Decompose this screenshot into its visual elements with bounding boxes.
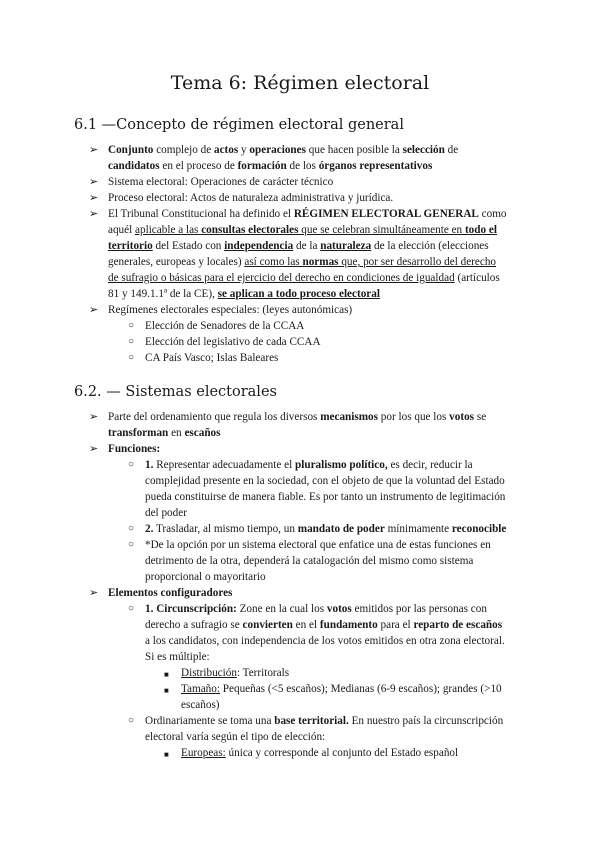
sub-list-item: ○ Ordinariamente se toma una base territorial. En nuestro país la circunscripción electoral varía según el tipo de elección:	[128, 715, 504, 743]
list-item: ➢ Regímenes electorales especiales: (leyes autonómicas)	[89, 304, 353, 316]
text-run: como aquél	[108, 208, 507, 236]
text-run: de la elección (elecciones generales, europeas y locales)	[108, 240, 489, 268]
text-run: de	[444, 144, 459, 156]
text-run: RÉGIMEN ELECTORAL GENERAL	[293, 208, 479, 220]
text-run: Parte del ordenamiento que regula los diversos	[108, 411, 321, 423]
text-run: mandato de poder	[297, 523, 385, 535]
text-run: candidatos	[108, 160, 160, 172]
text-run: Ordinariamente se toma una	[145, 715, 275, 727]
text-run: (artículos 81 y 149.1.1ª de la CE),	[108, 272, 500, 300]
sub-list-item: ○ 1. Representar adecuadamente el pluralismo político, es decir, reducir la complejidad presente en la sociedad, con el objeto de que la voluntad del Estado pueda constituirse de manera fiable. Es por tanto un instrumento de legitimación del poder	[128, 459, 506, 519]
text-run: *De la opción por un sistema electoral que enfatice una de estas funciones en detrimento de la otra, dependerá la catalogación del mismo como sistema proporcional o mayoritario	[145, 539, 491, 583]
text-run: mecanismos	[320, 411, 378, 423]
text-run: 1. Circunscripción:	[145, 603, 237, 615]
text-run: en el	[292, 619, 320, 631]
sub-list-item: ○ Elección de Senadores de la CCAA	[128, 320, 305, 332]
text-run: de la	[293, 240, 321, 252]
list-item: ➢ Proceso electoral: Actos de naturaleza administrativa y jurídica.	[89, 192, 394, 204]
sub-sub-list-item: ■ Tamaño: Pequeñas (<5 escaños); Medianas (6-9 escaños); grandes (>10 escaños)	[164, 683, 502, 711]
text-run: base territorial.	[274, 715, 349, 727]
text-run: actos	[213, 144, 239, 156]
text-run: en el proceso de	[159, 160, 238, 172]
section-1-body	[0, 142, 600, 366]
text-run: selección	[402, 144, 445, 156]
text-run: escaños	[184, 427, 221, 439]
text-run: por los que los	[378, 411, 450, 423]
text-run: emitidos por las personas con derecho a sufragio se	[145, 603, 487, 631]
text-run: a los candidatos, con independencia de los votos emitidos en otra zona electoral. Si es múltiple:	[145, 635, 505, 663]
text-run: Proceso electoral: Actos de naturaleza administrativa y jurídica.	[108, 192, 394, 204]
section-2-heading: 6.2. — Sistemas electorales	[74, 384, 277, 400]
text-run: El Tribunal Constitucional ha definido el	[108, 208, 294, 220]
text-run: se aplican a todo proceso electoral	[217, 288, 380, 300]
text-run: Regímenes electorales especiales: (leyes autonómicas)	[108, 304, 353, 316]
sub-list-item: ○ Elección del legislativo de cada CCAA	[128, 336, 321, 348]
text-run: consultas electorales	[201, 224, 299, 236]
list-item: ➢ Elementos configuradores	[89, 587, 233, 599]
list-item: ➢ El Tribunal Constitucional ha definido el RÉGIMEN ELECTORAL GENERAL como aquél aplicable a las consultas electorales que se celebran simultáneamente en todo el territorio del Estado con independencia de la naturaleza de la elección (elecciones generales, europeas y locales) así como las normas que, por ser desarrollo del derecho de sufragio o básicas para el ejercicio del derecho en condiciones de igualdad (artículos 81 y 149.1.1ª de la CE), se aplican a todo proceso electoral	[89, 208, 507, 300]
text-run: mínimamente	[384, 523, 452, 535]
text-run: En nuestro país la circunscripción electoral varía según el tipo de elección:	[145, 715, 504, 743]
text-run: que, por ser desarrollo del derecho de sufragio o básicas para el ejercicio del derecho en condiciones de igualdad	[108, 256, 497, 284]
sub-list-item: ○ *De la opción por un sistema electoral que enfatice una de estas funciones en detrimento de la otra, dependerá la catalogación del mismo como sistema proporcional o mayoritario	[128, 539, 491, 583]
text-run: Conjunto	[108, 144, 154, 156]
text-run: 2.	[145, 523, 154, 535]
list-item: ➢ Sistema electoral: Operaciones de carácter técnico	[89, 176, 334, 188]
text-run: Tamaño:	[181, 683, 220, 695]
text-run: normas	[302, 256, 339, 268]
text-run: complejo de	[153, 144, 214, 156]
text-run: del Estado con	[152, 240, 225, 252]
text-run: reconocible	[451, 523, 507, 535]
text-run: Representar adecuadamente el	[153, 459, 296, 471]
list-item: ➢ Conjunto complejo de actos y operaciones que hacen posible la selección de candidatos en el proceso de formación de los órganos representativos	[89, 144, 459, 172]
list-item: ➢ Funciones:	[89, 443, 161, 455]
text-run: de los	[286, 160, 319, 172]
text-run: formación	[237, 160, 287, 172]
text-run: 1.	[145, 459, 154, 471]
text-run: única y corresponde al conjunto del Estado español	[225, 747, 459, 759]
text-run: se	[474, 411, 487, 423]
sub-sub-list-item: ■ Distribución: Territorals	[164, 667, 290, 679]
sub-list-item: ○ CA País Vasco; Islas Baleares	[128, 352, 279, 364]
text-run: Pequeñas (<5 escaños); Medianas (6-9 escaños); grandes (>10 escaños)	[181, 683, 502, 711]
section-1-heading: 6.1 —Concepto de régimen electoral general	[74, 117, 404, 133]
text-run: aplicable a las	[135, 224, 202, 236]
text-run: en	[168, 427, 185, 439]
text-run: naturaleza	[320, 240, 372, 252]
sub-list-item: ○ 2. Trasladar, al mismo tiempo, un mandato de poder mínimamente reconocible	[128, 523, 507, 535]
text-run: y	[238, 144, 250, 156]
text-run: : Territorals	[236, 667, 290, 679]
text-run: todo el territorio	[108, 224, 497, 252]
page-title: Tema 6: Régimen electoral	[170, 72, 430, 94]
list-item: ➢ Parte del ordenamiento que regula los diversos mecanismos por los que los votos se transforman en escaños	[89, 411, 487, 439]
text-run: Europeas:	[181, 747, 226, 759]
text-run: que hacen posible la	[305, 144, 403, 156]
text-run: fundamento	[319, 619, 378, 631]
text-run: votos	[449, 411, 475, 423]
text-run: Distribución	[181, 667, 237, 679]
text-run: es decir, reducir la complejidad presente en la sociedad, con el objeto de que la voluntad del Estado pueda constituirse de manera fiable. Es por tanto un instrumento de legitimación del poder	[145, 459, 506, 519]
sub-sub-list-item: ■ Europeas: única y corresponde al conjunto del Estado español	[164, 747, 459, 759]
text-run: pluralismo político,	[295, 459, 388, 471]
text-run: que se celebran simultáneamente en	[298, 224, 465, 236]
text-run: reparto de escaños	[413, 619, 503, 631]
text-run: Trasladar, al mismo tiempo, un	[153, 523, 298, 535]
text-run: transforman	[108, 427, 169, 439]
text-run: votos	[326, 603, 352, 615]
text-run: Zone en la cual los	[236, 603, 327, 615]
text-run: así como las	[244, 256, 303, 268]
sub-list-item: ○ 1. Circunscripción: Zone en la cual los votos emitidos por las personas con derecho a sufragio se convierten en el fundamento para el reparto de escaños a los candidatos, con independencia de los votos emitidos en otra zona electoral. Si es múltiple:	[128, 603, 505, 663]
text-run: convierten	[242, 619, 293, 631]
text-run: Sistema electoral: Operaciones de carácter técnico	[108, 176, 334, 188]
text-run: independencia	[224, 240, 294, 252]
section-2-body	[0, 409, 600, 761]
text-run: para el	[377, 619, 414, 631]
text-run: operaciones	[249, 144, 306, 156]
text-run: órganos representativos	[318, 160, 433, 172]
